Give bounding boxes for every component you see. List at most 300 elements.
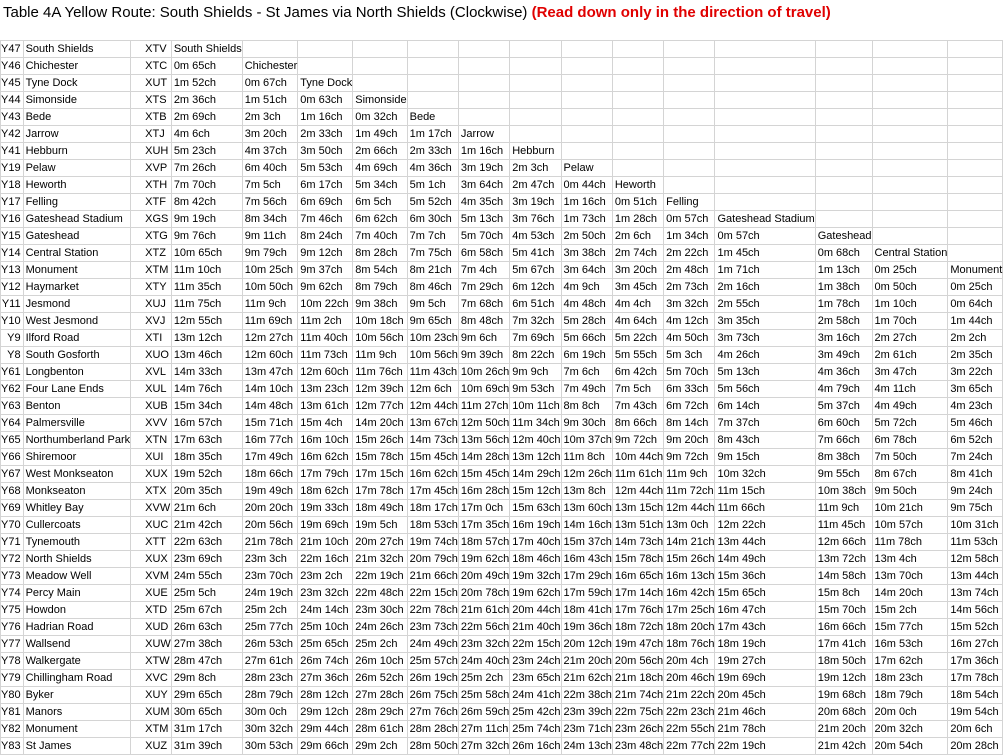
stop-code: Y10: [1, 313, 24, 330]
distance-cell: 26m 74ch: [298, 653, 353, 670]
distance-cell: 17m 0ch: [458, 500, 509, 517]
distance-cell: 22m 23ch: [664, 704, 715, 721]
distance-cell: 8m 42ch: [171, 194, 242, 211]
distance-cell: 5m 22ch: [612, 330, 663, 347]
distance-cell: 5m 72ch: [872, 415, 948, 432]
table-row: [1, 500, 1003, 517]
distance-cell: 11m 73ch: [298, 347, 353, 364]
distance-cell: 28m 61ch: [353, 721, 407, 738]
stop-tiploc: XVW: [131, 500, 172, 517]
distance-cell: 8m 14ch: [664, 415, 715, 432]
stop-name: Haymarket: [23, 279, 131, 296]
stop-name: Hebburn: [23, 143, 131, 160]
distance-cell: 1m 73ch: [561, 211, 612, 228]
table-row: [1, 126, 1003, 143]
distance-cell: 3m 35ch: [715, 313, 815, 330]
distance-cell: 7m 4ch: [458, 262, 509, 279]
stop-code: Y19: [1, 160, 24, 177]
stop-tiploc: XVP: [131, 160, 172, 177]
distance-cell: 25m 57ch: [407, 653, 458, 670]
distance-cell: 12m 26ch: [561, 466, 612, 483]
distance-cell: 9m 30ch: [561, 415, 612, 432]
distance-cell: 6m 5ch: [353, 194, 407, 211]
distance-cell: 5m 70ch: [458, 228, 509, 245]
distance-cell: 14m 76ch: [171, 381, 242, 398]
stop-name: South Gosforth: [23, 347, 131, 364]
stop-code: Y18: [1, 177, 24, 194]
distance-cell: 17m 36ch: [948, 653, 1003, 670]
empty-cell: [353, 41, 407, 58]
distance-cell: 1m 71ch: [715, 262, 815, 279]
empty-cell: [510, 75, 561, 92]
distance-cell: 17m 43ch: [715, 619, 815, 636]
stop-tiploc: XUJ: [131, 296, 172, 313]
empty-cell: [510, 126, 561, 143]
stop-name: Ilford Road: [23, 330, 131, 347]
empty-cell: [715, 126, 815, 143]
distance-cell: 16m 62ch: [407, 466, 458, 483]
stop-code: Y83: [1, 738, 24, 755]
distance-cell: 29m 2ch: [353, 738, 407, 755]
empty-cell: [815, 109, 872, 126]
distance-cell: 17m 45ch: [407, 483, 458, 500]
stop-code: Y41: [1, 143, 24, 160]
table-row: [1, 279, 1003, 296]
distance-cell: 9m 39ch: [458, 347, 509, 364]
distance-cell: 9m 5ch: [407, 296, 458, 313]
distance-cell: 4m 23ch: [948, 398, 1003, 415]
distance-cell: 18m 53ch: [407, 517, 458, 534]
distance-cell: 15m 8ch: [815, 585, 872, 602]
distance-cell: 1m 13ch: [815, 262, 872, 279]
distance-cell: 17m 29ch: [561, 568, 612, 585]
distance-cell: 18m 79ch: [872, 687, 948, 704]
distance-cell: 4m 48ch: [561, 296, 612, 313]
distance-cell: 22m 48ch: [353, 585, 407, 602]
distance-cell: 2m 22ch: [664, 245, 715, 262]
distance-cell: 22m 15ch: [407, 585, 458, 602]
stop-code: Y73: [1, 568, 24, 585]
distance-cell: 2m 74ch: [612, 245, 663, 262]
distance-cell: 8m 28ch: [353, 245, 407, 262]
distance-cell: 2m 69ch: [171, 109, 242, 126]
distance-cell: 28m 29ch: [353, 704, 407, 721]
distance-cell: 15m 70ch: [815, 602, 872, 619]
distance-cell: 11m 43ch: [407, 364, 458, 381]
stop-code: Y62: [1, 381, 24, 398]
distance-cell: 3m 64ch: [458, 177, 509, 194]
distance-cell: 24m 19ch: [242, 585, 298, 602]
empty-cell: [715, 143, 815, 160]
table-row: [1, 415, 1003, 432]
distance-cell: 11m 8ch: [561, 449, 612, 466]
empty-cell: [612, 58, 663, 75]
distance-cell: 25m 67ch: [171, 602, 242, 619]
distance-cell: 7m 70ch: [171, 177, 242, 194]
distance-cell: 10m 50ch: [242, 279, 298, 296]
distance-cell: 3m 73ch: [715, 330, 815, 347]
distance-cell: 4m 36ch: [815, 364, 872, 381]
distance-cell: 21m 78ch: [242, 534, 298, 551]
distance-cell: 10m 11ch: [510, 398, 561, 415]
distance-cell: 9m 76ch: [171, 228, 242, 245]
distance-cell: 14m 73ch: [612, 534, 663, 551]
distance-cell: Pelaw: [561, 160, 612, 177]
table-row: [1, 449, 1003, 466]
stop-tiploc: XUO: [131, 347, 172, 364]
distance-cell: 5m 13ch: [715, 364, 815, 381]
distance-cell: 16m 13ch: [664, 568, 715, 585]
distance-cell: 23m 32ch: [298, 585, 353, 602]
distance-cell: 10m 21ch: [872, 500, 948, 517]
distance-cell: 8m 24ch: [298, 228, 353, 245]
table-row: [1, 432, 1003, 449]
distance-cell: 4m 12ch: [664, 313, 715, 330]
empty-cell: [612, 126, 663, 143]
distance-cell: 21m 22ch: [664, 687, 715, 704]
distance-cell: 6m 14ch: [715, 398, 815, 415]
distance-cell: 20m 78ch: [458, 585, 509, 602]
empty-cell: [715, 177, 815, 194]
distance-cell: 22m 75ch: [612, 704, 663, 721]
distance-cell: 2m 3ch: [242, 109, 298, 126]
table-row: [1, 619, 1003, 636]
distance-cell: 21m 42ch: [815, 738, 872, 755]
distance-cell: 3m 50ch: [298, 143, 353, 160]
distance-cell: 3m 19ch: [510, 194, 561, 211]
distance-cell: 2m 47ch: [510, 177, 561, 194]
distance-cell: 23m 24ch: [510, 653, 561, 670]
distance-cell: 7m 50ch: [872, 449, 948, 466]
empty-cell: [510, 58, 561, 75]
empty-cell: [561, 58, 612, 75]
distance-cell: 2m 2ch: [948, 330, 1003, 347]
stop-tiploc: XUZ: [131, 738, 172, 755]
stop-tiploc: XUE: [131, 585, 172, 602]
distance-cell: 15m 63ch: [510, 500, 561, 517]
distance-cell: 27m 38ch: [171, 636, 242, 653]
empty-cell: [872, 75, 948, 92]
distance-cell: 5m 3ch: [664, 347, 715, 364]
empty-cell: [815, 194, 872, 211]
distance-cell: 29m 8ch: [171, 670, 242, 687]
stop-name: North Shields: [23, 551, 131, 568]
distance-cell: 19m 33ch: [298, 500, 353, 517]
distance-cell: 17m 63ch: [171, 432, 242, 449]
stop-code: Y64: [1, 415, 24, 432]
distance-cell: 20m 56ch: [242, 517, 298, 534]
distance-cell: 1m 49ch: [353, 126, 407, 143]
table-row: [1, 585, 1003, 602]
distance-cell: 0m 67ch: [242, 75, 298, 92]
distance-cell: 17m 76ch: [612, 602, 663, 619]
stop-code: Y15: [1, 228, 24, 245]
stop-name: Hadrian Road: [23, 619, 131, 636]
distance-cell: 29m 65ch: [171, 687, 242, 704]
distance-cell: Tyne Dock: [298, 75, 353, 92]
table-row: [1, 160, 1003, 177]
distance-cell: 8m 54ch: [353, 262, 407, 279]
empty-cell: [948, 228, 1003, 245]
distance-cell: 6m 17ch: [298, 177, 353, 194]
stop-tiploc: XTD: [131, 602, 172, 619]
distance-cell: 7m 29ch: [458, 279, 509, 296]
distance-cell: 6m 78ch: [872, 432, 948, 449]
distance-cell: 19m 47ch: [612, 636, 663, 653]
empty-cell: [872, 143, 948, 160]
distance-cell: 27m 76ch: [407, 704, 458, 721]
distance-cell: 0m 63ch: [298, 92, 353, 109]
distance-cell: 23m 39ch: [561, 704, 612, 721]
table-row: [1, 721, 1003, 738]
empty-cell: [561, 143, 612, 160]
empty-cell: [948, 160, 1003, 177]
distance-cell: 9m 79ch: [242, 245, 298, 262]
distance-cell: 6m 62ch: [353, 211, 407, 228]
empty-cell: [815, 75, 872, 92]
table-row: [1, 364, 1003, 381]
distance-cell: 24m 26ch: [353, 619, 407, 636]
distance-cell: 9m 24ch: [948, 483, 1003, 500]
stop-code: Y66: [1, 449, 24, 466]
stop-code: Y82: [1, 721, 24, 738]
distance-cell: 9m 9ch: [510, 364, 561, 381]
empty-cell: [612, 160, 663, 177]
distance-cell: 19m 12ch: [815, 670, 872, 687]
distance-cell: 2m 55ch: [715, 296, 815, 313]
table-row: [1, 568, 1003, 585]
empty-cell: [664, 126, 715, 143]
distance-cell: 21m 20ch: [561, 653, 612, 670]
distance-cell: Felling: [664, 194, 715, 211]
distance-cell: 7m 24ch: [948, 449, 1003, 466]
stop-name: West Monkseaton: [23, 466, 131, 483]
empty-cell: [407, 58, 458, 75]
distance-cell: 7m 26ch: [171, 160, 242, 177]
stop-code: Y16: [1, 211, 24, 228]
distance-cell: 15m 77ch: [872, 619, 948, 636]
distance-cell: 12m 66ch: [815, 534, 872, 551]
distance-cell: 8m 48ch: [458, 313, 509, 330]
empty-cell: [948, 177, 1003, 194]
distance-cell: 18m 66ch: [242, 466, 298, 483]
distance-cell: 12m 58ch: [948, 551, 1003, 568]
distance-cell: 24m 40ch: [458, 653, 509, 670]
distance-cell: 12m 40ch: [510, 432, 561, 449]
empty-cell: [458, 41, 509, 58]
distance-cell: 30m 53ch: [242, 738, 298, 755]
distance-cell: 17m 49ch: [242, 449, 298, 466]
stop-name: Felling: [23, 194, 131, 211]
distance-cell: South Shields: [171, 41, 242, 58]
distance-cell: 15m 2ch: [872, 602, 948, 619]
distance-cell: 19m 27ch: [715, 653, 815, 670]
distance-cell: Hebburn: [510, 143, 561, 160]
distance-cell: 25m 2ch: [353, 636, 407, 653]
distance-cell: 12m 44ch: [612, 483, 663, 500]
distance-cell: 8m 66ch: [612, 415, 663, 432]
stop-tiploc: XGS: [131, 211, 172, 228]
distance-cell: 10m 26ch: [458, 364, 509, 381]
table-row: [1, 228, 1003, 245]
stop-code: Y42: [1, 126, 24, 143]
table-row: [1, 177, 1003, 194]
distance-cell: 18m 35ch: [171, 449, 242, 466]
distance-cell: 5m 34ch: [353, 177, 407, 194]
distance-cell: 6m 30ch: [407, 211, 458, 228]
distance-cell: 13m 12ch: [510, 449, 561, 466]
distance-cell: 28m 50ch: [407, 738, 458, 755]
distance-cell: 17m 40ch: [510, 534, 561, 551]
distance-cell: 22m 78ch: [407, 602, 458, 619]
distance-cell: 10m 22ch: [298, 296, 353, 313]
stop-tiploc: XTM: [131, 721, 172, 738]
distance-cell: 3m 38ch: [561, 245, 612, 262]
distance-cell: 20m 6ch: [948, 721, 1003, 738]
distance-cell: 15m 26ch: [353, 432, 407, 449]
distance-cell: 11m 76ch: [353, 364, 407, 381]
stop-tiploc: XVV: [131, 415, 172, 432]
distance-cell: 6m 42ch: [612, 364, 663, 381]
distance-cell: 19m 69ch: [298, 517, 353, 534]
distance-cell: 14m 73ch: [407, 432, 458, 449]
distance-cell: 17m 25ch: [664, 602, 715, 619]
stop-name: Chillingham Road: [23, 670, 131, 687]
distance-cell: 10m 56ch: [407, 347, 458, 364]
stop-code: Y44: [1, 92, 24, 109]
empty-cell: [510, 109, 561, 126]
distance-cell: 24m 13ch: [561, 738, 612, 755]
distance-cell: 17m 14ch: [612, 585, 663, 602]
stop-code: Y8: [1, 347, 24, 364]
empty-cell: [815, 177, 872, 194]
table-row: [1, 670, 1003, 687]
distance-cell: 10m 31ch: [948, 517, 1003, 534]
distance-cell: 25m 2ch: [458, 670, 509, 687]
distance-cell: 29m 66ch: [298, 738, 353, 755]
distance-cell: 21m 42ch: [171, 517, 242, 534]
distance-cell: 28m 23ch: [242, 670, 298, 687]
distance-cell: 26m 52ch: [353, 670, 407, 687]
distance-cell: 27m 61ch: [242, 653, 298, 670]
distance-cell: 15m 36ch: [715, 568, 815, 585]
distance-cell: 17m 78ch: [353, 483, 407, 500]
distance-cell: 5m 13ch: [458, 211, 509, 228]
distance-cell: 7m 69ch: [510, 330, 561, 347]
table-row: [1, 517, 1003, 534]
distance-cell: 14m 20ch: [353, 415, 407, 432]
empty-cell: [948, 109, 1003, 126]
distance-cell: 14m 21ch: [664, 534, 715, 551]
distance-cell: Gateshead Stadium: [715, 211, 815, 228]
empty-cell: [458, 109, 509, 126]
distance-cell: 14m 33ch: [171, 364, 242, 381]
empty-cell: [948, 41, 1003, 58]
distance-cell: 0m 51ch: [612, 194, 663, 211]
distance-cell: 15m 4ch: [298, 415, 353, 432]
distance-cell: 18m 54ch: [948, 687, 1003, 704]
distance-cell: Central Station: [872, 245, 948, 262]
distance-cell: 5m 66ch: [561, 330, 612, 347]
empty-cell: [815, 143, 872, 160]
distance-cell: 17m 41ch: [815, 636, 872, 653]
stop-code: Y79: [1, 670, 24, 687]
distance-cell: 6m 12ch: [510, 279, 561, 296]
distance-cell: 25m 74ch: [510, 721, 561, 738]
distance-cell: 20m 12ch: [561, 636, 612, 653]
distance-cell: 27m 32ch: [458, 738, 509, 755]
distance-cell: 12m 22ch: [715, 517, 815, 534]
distance-cell: 14m 16ch: [561, 517, 612, 534]
empty-cell: [407, 92, 458, 109]
distance-cell: 30m 0ch: [242, 704, 298, 721]
distance-cell: Jarrow: [458, 126, 509, 143]
distance-cell: 1m 10ch: [872, 296, 948, 313]
table-row: [1, 483, 1003, 500]
empty-cell: [664, 143, 715, 160]
distance-cell: 4m 50ch: [664, 330, 715, 347]
stop-name: Wallsend: [23, 636, 131, 653]
distance-cell: 15m 71ch: [242, 415, 298, 432]
distance-cell: 13m 74ch: [948, 585, 1003, 602]
distance-cell: 10m 57ch: [872, 517, 948, 534]
distance-cell: 9m 50ch: [872, 483, 948, 500]
distance-cell: 23m 48ch: [612, 738, 663, 755]
distance-cell: 31m 17ch: [171, 721, 242, 738]
distance-cell: 22m 63ch: [171, 534, 242, 551]
distance-cell: 18m 72ch: [612, 619, 663, 636]
distance-cell: 0m 57ch: [664, 211, 715, 228]
stop-tiploc: XUW: [131, 636, 172, 653]
distance-cell: 11m 9ch: [242, 296, 298, 313]
stop-code: Y68: [1, 483, 24, 500]
distance-cell: 19m 52ch: [171, 466, 242, 483]
distance-cell: 19m 62ch: [510, 585, 561, 602]
distance-cell: 19m 49ch: [242, 483, 298, 500]
distance-cell: 8m 79ch: [353, 279, 407, 296]
table-row: [1, 313, 1003, 330]
empty-cell: [407, 75, 458, 92]
distance-cell: 24m 55ch: [171, 568, 242, 585]
distance-cell: 12m 60ch: [298, 364, 353, 381]
distance-cell: 18m 41ch: [561, 602, 612, 619]
stop-name: Gateshead Stadium: [23, 211, 131, 228]
stop-tiploc: XUX: [131, 551, 172, 568]
distance-cell: 21m 6ch: [171, 500, 242, 517]
stop-tiploc: XUD: [131, 619, 172, 636]
distance-cell: 10m 69ch: [458, 381, 509, 398]
distance-cell: 14m 58ch: [815, 568, 872, 585]
empty-cell: [612, 143, 663, 160]
distance-cell: 25m 2ch: [242, 602, 298, 619]
distance-cell: 8m 34ch: [242, 211, 298, 228]
distance-cell: 20m 46ch: [664, 670, 715, 687]
stop-name: Chichester: [23, 58, 131, 75]
distance-cell: 23m 26ch: [612, 721, 663, 738]
distance-cell: Simonside: [353, 92, 407, 109]
distance-cell: 7m 37ch: [715, 415, 815, 432]
empty-cell: [715, 160, 815, 177]
distance-cell: 13m 44ch: [948, 568, 1003, 585]
distance-cell: 17m 59ch: [561, 585, 612, 602]
stop-name: Jarrow: [23, 126, 131, 143]
distance-cell: 12m 60ch: [242, 347, 298, 364]
distance-cell: 18m 62ch: [298, 483, 353, 500]
empty-cell: [510, 92, 561, 109]
distance-cell: 13m 47ch: [242, 364, 298, 381]
distance-cell: 0m 44ch: [561, 177, 612, 194]
empty-cell: [815, 92, 872, 109]
